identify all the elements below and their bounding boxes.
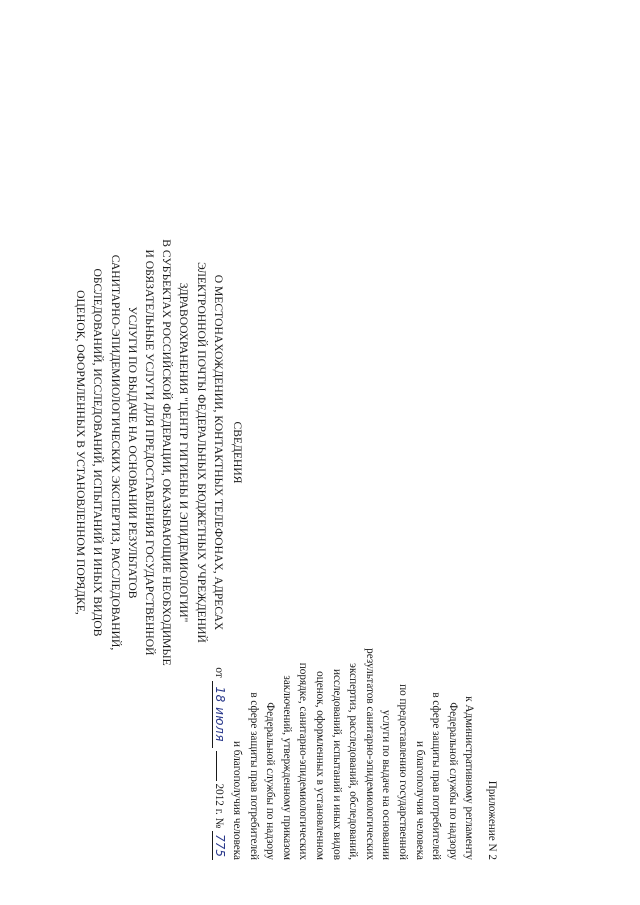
title-line: ЗДРАВООХРАНЕНИЯ "ЦЕНТР ГИГИЕНЫ И ЭПИДЕМИОЛОГИИ" bbox=[177, 282, 191, 623]
appendix-line: к Административному регламенту bbox=[463, 696, 476, 860]
title-line: О МЕСТОНАХОЖДЕНИИ, КОНТАКТНЫХ ТЕЛЕФОНАХ, АДРЕСАХ bbox=[211, 274, 225, 631]
appendix-line: оценок, оформленных в установленном bbox=[314, 671, 327, 860]
date-prefix: от bbox=[213, 667, 226, 678]
appendix-line: и благополучия человека bbox=[231, 741, 244, 860]
date-year: 2012 г. bbox=[213, 783, 226, 815]
appendix-line: услуги по выдаче на основании bbox=[380, 709, 393, 860]
appendix-line: заключений, утвержденному приказом bbox=[280, 675, 293, 860]
appendix-line: по предоставлению государственной bbox=[397, 684, 410, 860]
title-line: ОЦЕНОК, ОФОРМЛЕННЫХ В УСТАНОВЛЕННОМ ПОРЯДКЕ, bbox=[74, 290, 88, 615]
appendix-line: Федеральной службы по надзору bbox=[264, 702, 277, 860]
title-line: И ОБЯЗАТЕЛЬНЫЕ УСЛУГИ ДЛЯ ПРЕДОСТАВЛЕНИЯ ГОСУДАРСТВЕННОЙ bbox=[142, 249, 156, 656]
number-label: № bbox=[213, 817, 226, 829]
appendix-line: в сфере защиты прав потребителей bbox=[430, 692, 443, 860]
appendix-line: исследований, испытаний и иных видов bbox=[330, 669, 343, 860]
title-line: ОБСЛЕДОВАНИЙ, ИССЛЕДОВАНИЙ, ИСПЫТАНИЙ И ИНЫХ ВИДОВ bbox=[91, 268, 105, 637]
appendix-line: Федеральной службы по надзору bbox=[446, 702, 459, 860]
handwritten-date: 18 июля bbox=[213, 681, 228, 748]
appendix-line: в сфере защиты прав потребителей bbox=[247, 692, 260, 860]
handwritten-order-number: 775 bbox=[213, 831, 228, 860]
appendix-line: результатов санитарно-эпидемиологических bbox=[363, 648, 376, 860]
document-title bbox=[72, 20, 246, 885]
title-line: ЭЛЕКТРОННОЙ ПОЧТЫ ФЕДЕРАЛЬНЫХ БЮДЖЕТНЫХ УЧРЕЖДЕНИЙ bbox=[194, 262, 208, 643]
title-line: САНИТАРНО-ЭПИДЕМИОЛОГИЧЕСКИХ ЭКСПЕРТИЗ, РАССЛЕДОВАНИЙ, bbox=[108, 254, 122, 651]
appendix-line: и благополучия человека bbox=[413, 741, 426, 860]
appendix-title: Приложение N 2 bbox=[486, 780, 498, 860]
title-line: В СУБЪЕКТАХ РОССИЙСКОЙ ФЕДЕРАЦИИ, ОКАЗЫВАЮЩИЕ НЕОБХОДИМЫЕ bbox=[160, 239, 174, 666]
appendix-header bbox=[211, 540, 500, 860]
appendix-line: экспертиз, расследований, обследований, bbox=[347, 663, 360, 860]
title-line: УСЛУГИ ПО ВЫДАЧЕ НА ОСНОВАНИИ РЕЗУЛЬТАТОВ bbox=[125, 306, 139, 599]
title-heading: СВЕДЕНИЯ bbox=[231, 421, 244, 484]
appendix-line: порядке, санитарно-эпидемиологических bbox=[297, 662, 310, 860]
